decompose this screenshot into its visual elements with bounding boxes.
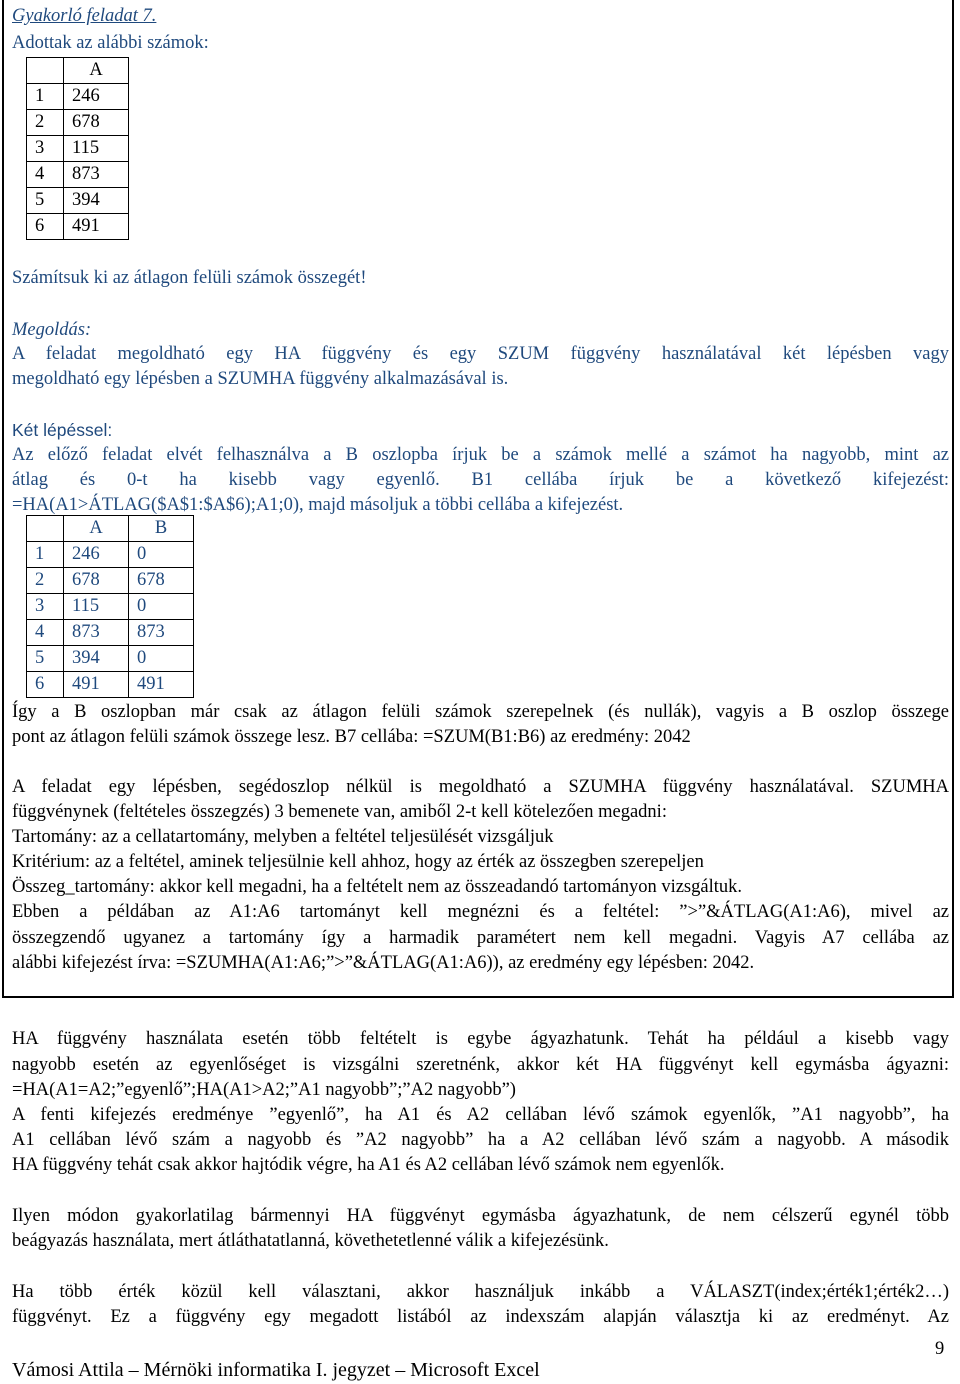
cell-b: 678	[129, 568, 194, 594]
cell-a: 873	[64, 162, 129, 188]
exercise-title: Gyakorló feladat 7.	[12, 6, 157, 26]
ha-nesting-line: A fenti kifejezés eredménye ”egyenlő”, ha A1 és A2 cellában lévő számok egyenlők, ”A1 nagyobb”, ha	[12, 1105, 949, 1125]
szumha-line: Ebben a példában az A1:A6 tartományt kell megnézni és a feltétel: ”>”&ÁTLAG(A1:A6), mivel az	[12, 902, 949, 922]
cell-a: 678	[64, 568, 129, 594]
row-number: 4	[27, 162, 64, 188]
table-row	[27, 136, 129, 162]
cell-a: 394	[64, 646, 129, 672]
task-text: Számítsuk ki az átlagon felüli számok összegét!	[12, 268, 367, 288]
table-row	[27, 188, 129, 214]
table-header-row	[27, 516, 194, 542]
page-number: 9	[935, 1339, 945, 1359]
intro-text: Adottak az alábbi számok:	[12, 33, 209, 53]
table-row	[27, 672, 194, 698]
table-row	[27, 84, 129, 110]
row-number: 3	[27, 594, 64, 620]
cell-a: 115	[64, 594, 129, 620]
szumha-line: függvénynek (feltételes összegzés) 3 bemenete van, amiből 2-t kell kötelezően megadni:	[12, 802, 667, 822]
row-number: 1	[27, 84, 64, 110]
ha-nesting-line: A1 cellában lévő szám a nagyobb és ”A2 nagyobb” ha a A2 cellában lévő szám a nagyobb. A második	[12, 1130, 949, 1150]
szumha-line: összegzendő ugyanez a tartomány így a harmadik paramétert nem kell megadni. Vagyis A7 cellába az	[12, 928, 949, 948]
szumha-line: Összeg_tartomány: akkor kell megadni, ha a feltételt nem az összeadandó tartományon vizsgáltuk.	[12, 877, 742, 897]
result-line: pont az átlagon felüli számok összege lesz. B7 cellába: =SZUM(B1:B6) az eredmény: 2042	[12, 727, 691, 747]
cell-b: 0	[129, 646, 194, 672]
two-steps-line: átlag és 0-t ha kisebb vagy egyenlő. B1 cellába írjuk be a következő kifejezést:	[12, 470, 949, 490]
valaszt-line: Ha több érték közül kell választani, akkor használjuk inkább a VÁLASZT(index;érték1;érték2…)	[12, 1282, 949, 1302]
cell-b: 0	[129, 542, 194, 568]
solution-line: A feladat megoldható egy HA függvény és egy SZUM függvény használatával két lépésben vagy	[12, 344, 949, 364]
two-steps-heading: Két lépéssel:	[12, 420, 113, 440]
column-header-a: A	[64, 516, 129, 542]
cell-a: 491	[64, 214, 129, 240]
row-number: 6	[27, 214, 64, 240]
valaszt-line: függvényt. Ez a függvény egy megadott listából az indexszám alapján választja ki az eredményt. Az	[12, 1307, 949, 1327]
ha-nesting-line: HA függvény tehát csak akkor hajtódik végre, ha A1 és A2 cellában lévő számok nem egyenlők.	[12, 1155, 725, 1175]
table-corner-cell	[27, 516, 64, 542]
table-row	[27, 110, 129, 136]
table-row	[27, 542, 194, 568]
table-row	[27, 620, 194, 646]
two-column-table	[26, 515, 194, 698]
row-number: 3	[27, 136, 64, 162]
column-header-a: A	[64, 58, 129, 84]
cell-b: 491	[129, 672, 194, 698]
cell-a: 678	[64, 110, 129, 136]
szumha-line: alábbi kifejezést írva: =SZUMHA(A1:A6;”>”&ÁTLAG(A1:A6)), az eredmény egy lépésben: 2042.	[12, 953, 755, 973]
nesting-note-line: Ilyen módon gyakorlatilag bármennyi HA függvényt egymásba ágyazhatunk, de nem célszerű egynél több	[12, 1206, 949, 1226]
cell-a: 873	[64, 620, 129, 646]
row-number: 6	[27, 672, 64, 698]
solution-heading: Megoldás:	[12, 320, 92, 340]
ha-nesting-line: HA függvény használata esetén több feltételt is egybe ágyazhatunk. Tehát ha például a kisebb vagy	[12, 1029, 949, 1049]
nesting-note-line: beágyazás használata, mert átláthatatlanná, követhetetlenné válik a kifejezésünk.	[12, 1231, 609, 1251]
page-footer: Vámosi Attila – Mérnöki informatika I. jegyzet – Microsoft Excel	[12, 1359, 540, 1381]
column-header-b: B	[129, 516, 194, 542]
two-steps-line: Az előző feladat elvét felhasználva a B oszlopba írjuk be a számok mellé a számot ha nagyobb, mint az	[12, 445, 949, 465]
cell-a: 246	[64, 542, 129, 568]
row-number: 2	[27, 568, 64, 594]
numbers-table	[26, 57, 129, 240]
row-number: 5	[27, 646, 64, 672]
table-row	[27, 594, 194, 620]
two-steps-line: =HA(A1>ÁTLAG($A$1:$A$6);A1;0), majd másoljuk a többi cellába a kifejezést.	[12, 495, 624, 515]
table-header-row	[27, 58, 129, 84]
solution-line: megoldható egy lépésben a SZUMHA függvény alkalmazásával is.	[12, 369, 509, 389]
ha-nesting-line: =HA(A1=A2;”egyenlő”;HA(A1>A2;”A1 nagyobb”;”A2 nagyobb”)	[12, 1080, 516, 1100]
szumha-line: A feladat egy lépésben, segédoszlop nélkül is megoldható a SZUMHA függvény használatával. SZUMHA	[12, 777, 949, 797]
szumha-line: Kritérium: az a feltétel, aminek teljesülnie kell ahhoz, hogy az érték az összegben szerepeljen	[12, 852, 704, 872]
cell-a: 246	[64, 84, 129, 110]
row-number: 5	[27, 188, 64, 214]
table-corner-cell	[27, 58, 64, 84]
result-line: Így a B oszlopban már csak az átlagon felüli számok szerepelnek (és nullák), vagyis a B oszlop összege	[12, 702, 949, 722]
cell-a: 115	[64, 136, 129, 162]
cell-b: 0	[129, 594, 194, 620]
table-row	[27, 214, 129, 240]
row-number: 4	[27, 620, 64, 646]
row-number: 1	[27, 542, 64, 568]
table-row	[27, 162, 129, 188]
cell-b: 873	[129, 620, 194, 646]
table-row	[27, 568, 194, 594]
cell-a: 491	[64, 672, 129, 698]
cell-a: 394	[64, 188, 129, 214]
table-row	[27, 646, 194, 672]
ha-nesting-line: nagyobb esetén az egyenlőséget is vizsgálni szeretnénk, akkor két HA függvényt kell egymásba ágyazni:	[12, 1055, 949, 1075]
szumha-line: Tartomány: az a cellatartomány, melyben a feltétel teljesülését vizsgáljuk	[12, 827, 554, 847]
row-number: 2	[27, 110, 64, 136]
